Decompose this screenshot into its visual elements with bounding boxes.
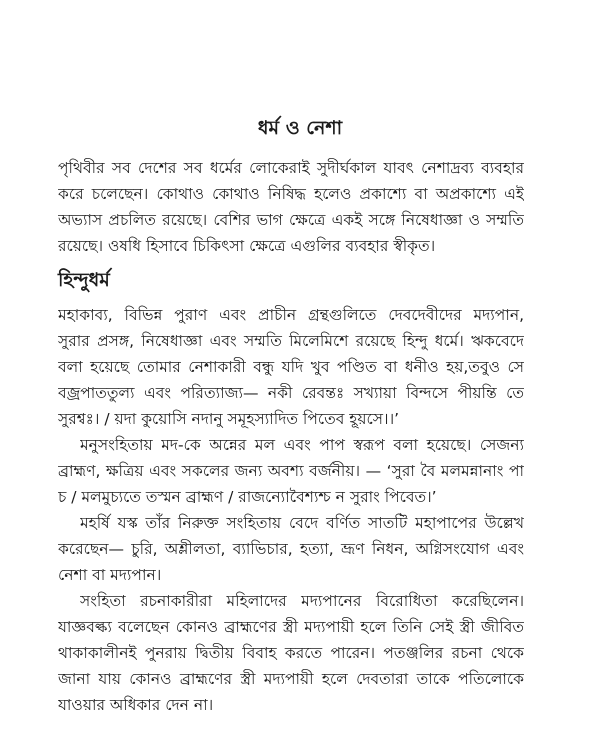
text-line: ব্রাহ্মণ, ক্ষত্রিয় এবং সকলের জন্য অবশ্য বর্জনীয়। — ‘সুরা বৈ মলমন্নানাং পা (58, 462, 524, 480)
text-line: জানা যায় কোনও ব্রাহ্মণের স্ত্রী মদ্যপায়ী হলে দেবতারা তাকে পতিলোকে (58, 670, 524, 688)
text-line: বলা হয়েছে তোমার নেশাকারী বন্ধু যদি খুব পণ্ডিত বা ধনীও হয়,তবুও সে (58, 358, 524, 376)
text-line: সুরশ্বঃ। / য়দা কুয়োসি নদানু সমূহস্যাদিত পিতেব হূয়সে।।’ (58, 410, 400, 428)
text-line: নেশা বা মদ্যপান। (58, 566, 162, 584)
page-title: ধর্ম ও নেশা (257, 117, 343, 139)
section-heading: হিন্দুধর্ম (58, 269, 110, 291)
text-line: থাকাকালীনই পুনরায় দ্বিতীয় বিবাহ করতে পারেন। পতঞ্জলির রচনা থেকে (58, 644, 524, 662)
text-line: সংহিতা রচনাকারীরা মহিলাদের মদ্যপানের বিরোধিতা করেছিলেন। (80, 592, 524, 610)
text-line: করে চলেছেন। কোথাও কোথাও নিষিদ্ধ হলেও প্রকাশ্যে বা অপ্রকাশ্যে এই (58, 185, 524, 203)
text-line: মহর্ষি যস্ক তাঁর নিরুক্ত সংহিতায় বেদে বর্ণিত সাতটি মহাপাপের উল্লেখ (80, 514, 524, 532)
text-line: চ / মলমুচ্যতে তস্মন ব্রাহ্মণ / রাজন্যোবৈশ্যশ্চ ন সুরাং পিবেত।’ (58, 488, 437, 506)
text-line: বজ্রপাততুল্য এবং পরিত্যাজ্য— নকী রেবন্তঃ সখ্যায়া বিন্দসে পীয়ন্তি তে (58, 384, 524, 402)
text-line: যাওয়ার অধিকার দেন না। (58, 696, 214, 714)
text-line: করেছেন— চুরি, অশ্লীলতা, ব্যাভিচার, হত্যা, ভ্রূণ নিধন, অগ্নিসংযোগ এবং (58, 540, 524, 558)
text-line: যাজ্ঞবল্ক্য বলেছেন কোনও ব্রাহ্মণের স্ত্রী মদ্যপায়ী হলে তিনি সেই স্ত্রী জীবিত (58, 618, 524, 636)
text-line: মহাকাব্য, বিভিন্ন পুরাণ এবং প্রাচীন গ্রন্থগুলিতে দেবদেবীদের মদ্যপান, (58, 306, 524, 324)
text-line: রয়েছে। ওষধি হিসাবে চিকিৎসা ক্ষেত্রে এগুলির ব্যবহার স্বীকৃত। (58, 237, 436, 255)
text-line: মনুসংহিতায় মদ-কে অন্নের মল এবং পাপ স্বরূপ বলা হয়েছে। সেজন্য (80, 436, 524, 454)
text-line: সুরার প্রসঙ্গ, নিষেধাজ্ঞা এবং সম্মতি মিলেমিশে রয়েছে হিন্দু ধর্মে। ঋকবেদে (58, 332, 524, 350)
text-line: পৃথিবীর সব দেশের সব ধর্মের লোকেরাই সুদীর্ঘকাল যাবৎ নেশাদ্রব্য ব্যবহার (58, 159, 524, 177)
text-line: অভ্যাস প্রচলিত রয়েছে। বেশির ভাগ ক্ষেত্রে একই সঙ্গে নিষেধাজ্ঞা ও সম্মতি (58, 211, 524, 229)
